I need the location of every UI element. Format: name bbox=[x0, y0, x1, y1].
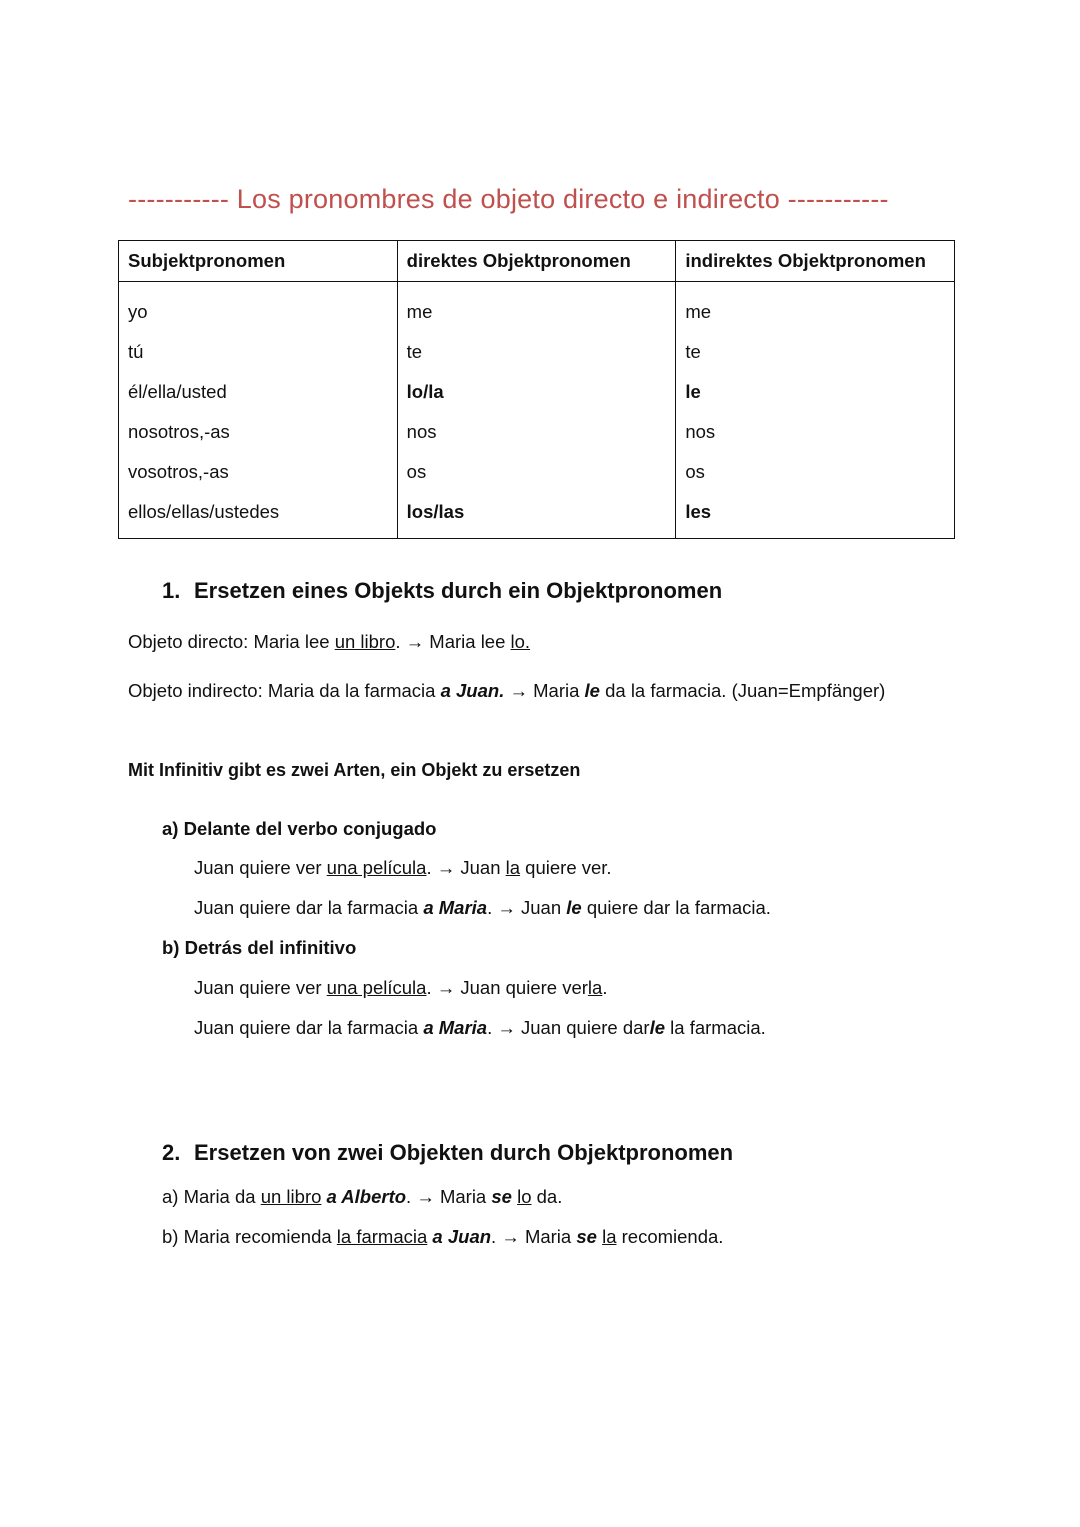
emphasized-text: a Maria bbox=[423, 1017, 488, 1038]
section-2-heading: Ersetzen von zwei Objekten durch Objektpronomen bbox=[194, 1140, 734, 1165]
text-segment: b) Maria recomienda bbox=[162, 1226, 337, 1247]
section-1-number: 1. bbox=[162, 578, 181, 603]
subject-pronoun-cell: yo bbox=[119, 282, 398, 333]
indirect-object-pronoun-cell: os bbox=[676, 452, 955, 492]
underlined-text: lo bbox=[517, 1186, 532, 1207]
page-title: ----------- Los pronombres de objeto directo e indirecto ----------- bbox=[128, 184, 889, 214]
example-indirect-object bbox=[128, 680, 885, 702]
direct-object-pronoun-cell: nos bbox=[397, 412, 676, 452]
underlined-text: una película bbox=[326, 977, 427, 998]
indirect-object-pronoun-cell: me bbox=[676, 282, 955, 333]
text-segment: . → Maria bbox=[406, 1186, 492, 1207]
emphasized-text: se bbox=[576, 1226, 597, 1247]
text-segment: Juan quiere ver bbox=[194, 977, 327, 998]
text-segment: recomienda. bbox=[616, 1226, 724, 1247]
text-segment: Mit Infinitiv gibt es zwei Arten, ein Objekt zu ersetzen bbox=[128, 760, 581, 780]
header-cell: direktes Objektpronomen bbox=[397, 241, 676, 282]
direct-object-pronoun-cell: los/las bbox=[397, 492, 676, 539]
pronoun-table bbox=[118, 240, 955, 539]
header-cell: Subjektpronomen bbox=[119, 241, 398, 282]
emphasized-text: le bbox=[649, 1017, 666, 1038]
option-a-example-2 bbox=[194, 897, 771, 919]
emphasized-text: le bbox=[584, 680, 600, 701]
underlined-text: lo. bbox=[510, 631, 531, 652]
section-1-heading: Ersetzen eines Objekts durch ein Objektpronomen bbox=[194, 578, 723, 603]
subject-pronoun-cell: ellos/ellas/ustedes bbox=[119, 492, 398, 539]
indirect-object-pronoun-cell: les bbox=[676, 492, 955, 539]
text-segment: Juan quiere ver bbox=[194, 857, 327, 878]
text-segment: da la farmacia. (Juan=Empfänger) bbox=[599, 680, 886, 701]
direct-object-pronoun-cell: me bbox=[397, 282, 676, 333]
option-b-example-2 bbox=[194, 1017, 766, 1039]
underlined-text: una película bbox=[326, 857, 427, 878]
text-segment: . → Juan quiere dar bbox=[487, 1017, 650, 1038]
header-cell: indirektes Objektpronomen bbox=[676, 241, 955, 282]
text-segment: . → Juan quiere ver bbox=[426, 977, 588, 998]
underlined-text: la bbox=[602, 1226, 617, 1247]
option-b-example-1 bbox=[194, 977, 607, 999]
text-segment: . → Juan bbox=[487, 897, 567, 918]
text-segment: . → Maria bbox=[491, 1226, 577, 1247]
text-segment: Juan quiere dar la farmacia bbox=[194, 1017, 424, 1038]
text-segment: a) Maria da bbox=[162, 1186, 261, 1207]
emphasized-text: a Juan. bbox=[440, 680, 505, 701]
underlined-text: la bbox=[587, 977, 603, 998]
emphasized-text: a Alberto bbox=[326, 1186, 407, 1207]
option-a-example-1 bbox=[194, 857, 612, 879]
table-body bbox=[119, 282, 955, 539]
subject-pronoun-cell: tú bbox=[119, 332, 398, 372]
indirect-object-pronoun-cell: nos bbox=[676, 412, 955, 452]
infinitive-subheading bbox=[128, 760, 580, 781]
emphasized-text: a Juan bbox=[432, 1226, 492, 1247]
indirect-object-pronoun-cell: te bbox=[676, 332, 955, 372]
indirect-object-pronoun-cell: le bbox=[676, 372, 955, 412]
table-row bbox=[119, 332, 955, 372]
table-row bbox=[119, 282, 955, 333]
underlined-text: la bbox=[505, 857, 521, 878]
subject-pronoun-cell: vosotros,-as bbox=[119, 452, 398, 492]
direct-object-pronoun-cell: lo/la bbox=[397, 372, 676, 412]
direct-object-pronoun-cell: os bbox=[397, 452, 676, 492]
table-row bbox=[119, 412, 955, 452]
text-segment: la farmacia. bbox=[665, 1017, 766, 1038]
section-2-number: 2. bbox=[162, 1140, 181, 1165]
direct-object-pronoun-cell: te bbox=[397, 332, 676, 372]
text-segment: → Maria bbox=[504, 680, 585, 701]
text-segment: da. bbox=[531, 1186, 563, 1207]
text-segment: . → Maria lee bbox=[395, 631, 511, 652]
text-segment: a) bbox=[162, 818, 184, 839]
two-objects-example-b bbox=[162, 1226, 723, 1248]
text-segment: Detrás del infinitivo bbox=[184, 937, 357, 958]
two-objects-example-a bbox=[162, 1186, 562, 1208]
underlined-text: un libro bbox=[260, 1186, 322, 1207]
text-segment: b) bbox=[162, 937, 185, 958]
text-segment: . → Juan bbox=[426, 857, 506, 878]
option-a-heading bbox=[162, 818, 436, 840]
emphasized-text: se bbox=[491, 1186, 512, 1207]
subject-pronoun-cell: nosotros,-as bbox=[119, 412, 398, 452]
example-direct-object bbox=[128, 631, 530, 653]
underlined-text: un libro bbox=[334, 631, 396, 652]
subject-pronoun-cell: él/ella/usted bbox=[119, 372, 398, 412]
text-segment: Juan quiere dar la farmacia bbox=[194, 897, 424, 918]
text-segment: quiere ver. bbox=[520, 857, 612, 878]
table-row bbox=[119, 492, 955, 539]
emphasized-text: le bbox=[566, 897, 582, 918]
text-segment: Delante del verbo conjugado bbox=[183, 818, 437, 839]
text-segment: Objeto indirecto: Maria da la farmacia bbox=[128, 680, 441, 701]
table-header-row bbox=[119, 241, 955, 282]
underlined-text: la farmacia bbox=[336, 1226, 428, 1247]
text-segment: Objeto directo: Maria lee bbox=[128, 631, 335, 652]
text-segment: . bbox=[602, 977, 608, 998]
table-row bbox=[119, 372, 955, 412]
option-b-heading bbox=[162, 937, 356, 959]
table-row bbox=[119, 452, 955, 492]
emphasized-text: a Maria bbox=[423, 897, 488, 918]
text-segment: quiere dar la farmacia. bbox=[581, 897, 771, 918]
